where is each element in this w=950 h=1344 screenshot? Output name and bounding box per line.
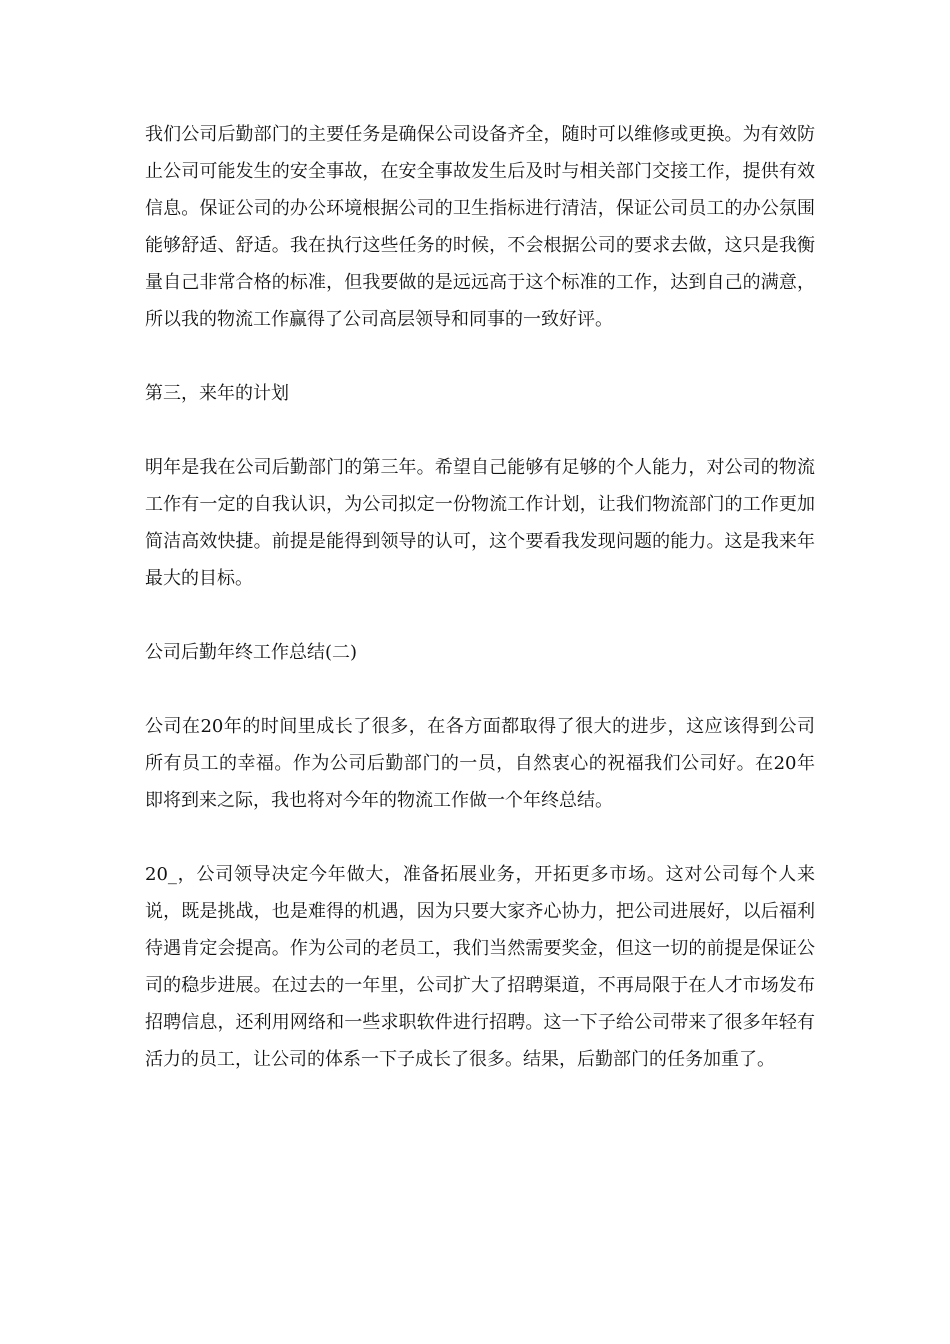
paragraph-next-year-plan: 明年是我在公司后勤部门的第三年。希望自己能够有足够的个人能力，对公司的物流工作有一定的自我认识，为公司拟定一份物流工作计划，让我们物流部门的工作更加简洁高效快捷。前提是能得到领导的认可，这个要看我发现问题的能力。这是我来年最大的目标。: [145, 457, 815, 589]
paragraph-expansion: 20_，公司领导决定今年做大，准备拓展业务，开拓更多市场。这对公司每个人来说，既是挑战，也是难得的机遇，因为只要大家齐心协力，把公司进展好，以后福利待遇肯定会提高。作为公司的老员工，我们当然需要奖金，但这一切的前提是保证公司的稳步进展。在过去的一年里，公司扩大了招聘渠道，不再局限于在人才市场发布招聘信息，还利用网络和一些求职软件进行招聘。这一下子给公司带来了很多年轻有活力的员工，让公司的体系一下子成长了很多。结果，后勤部门的任务加重了。: [145, 864, 815, 1070]
paragraph-logistics-duties: 我们公司后勤部门的主要任务是确保公司设备齐全，随时可以维修或更换。为有效防止公司可能发生的安全事故，在安全事故发生后及时与相关部门交接工作，提供有效信息。保证公司的办公环境根据公司的卫生指标进行清洁，保证公司员工的办公氛围能够舒适、舒适。我在执行这些任务的时候，不会根据公司的要求去做，这只是我衡量自己非常合格的标准，但我要做的是远远高于这个标准的工作，达到自己的满意，所以我的物流工作赢得了公司高层领导和同事的一致好评。: [145, 124, 815, 330]
paragraph-company-growth: 公司在20年的时间里成长了很多，在各方面都取得了很大的进步，这应该得到公司所有员工的幸福。作为公司后勤部门的一员，自然衷心的祝福我们公司好。在20年即将到来之际，我也将对今年的物流工作做一个年终总结。: [145, 716, 815, 811]
section-heading-summary-two: 公司后勤年终工作总结(二): [145, 642, 358, 663]
section-heading-next-year-plan: 第三，来年的计划: [145, 383, 289, 404]
document-body: [145, 116, 815, 1115]
